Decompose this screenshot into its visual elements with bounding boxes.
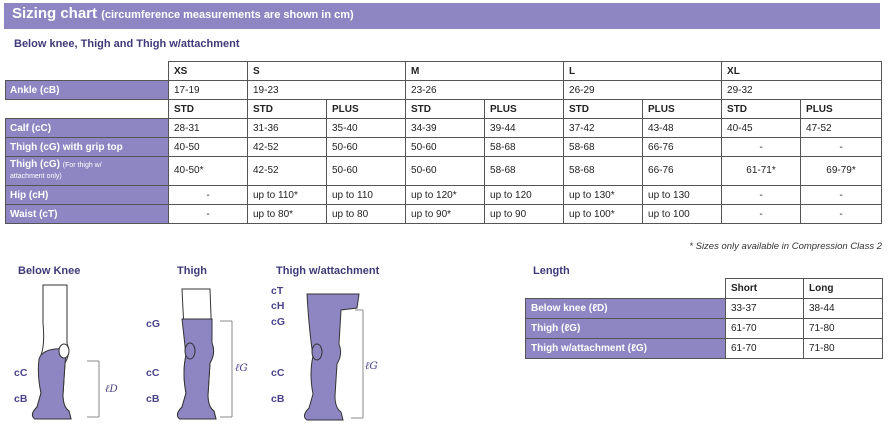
table-cell: 71-80 (804, 319, 883, 339)
row-label: Thigh w/attachment (ℓG) (526, 339, 726, 359)
table-cell: - (169, 205, 248, 224)
variant-header: STD (169, 100, 248, 119)
label-cb: cB (146, 393, 160, 405)
table-row (526, 319, 883, 339)
table-cell: 61-70 (726, 339, 804, 359)
label-cc: cC (146, 367, 160, 379)
table-cell: up to 120* (406, 186, 485, 205)
label-cg: cG (146, 318, 161, 330)
table-cell: - (801, 205, 882, 224)
section-title: Below knee, Thigh and Thigh w/attachment (14, 38, 240, 50)
table-cell: 69-79* (801, 157, 882, 186)
table-cell: 35-40 (327, 119, 406, 138)
table-cell: 66-76 (643, 157, 722, 186)
table-row (526, 339, 883, 359)
title-note: (circumference measurements are shown in cm) (101, 9, 354, 21)
label-cg: cG (271, 316, 286, 328)
row-label: Thigh (cG) with grip top (6, 138, 169, 157)
table-cell: 50-60 (327, 157, 406, 186)
variant-header: STD (248, 100, 327, 119)
table-row (526, 299, 883, 319)
variant-header: PLUS (801, 100, 882, 119)
table-cell: up to 80 (327, 205, 406, 224)
table-cell: 31-36 (248, 119, 327, 138)
table-cell: up to 130* (564, 186, 643, 205)
label-length-d: ℓD (105, 383, 118, 395)
table-cell: up to 100* (564, 205, 643, 224)
sizing-table (5, 61, 882, 224)
table-cell: 50-60 (406, 157, 485, 186)
below-knee-leg-icon (25, 283, 105, 423)
table-cell: 17-19 (169, 81, 248, 100)
corner-cell (526, 279, 726, 299)
variant-row (6, 100, 882, 119)
table-cell: - (801, 138, 882, 157)
length-header-row (526, 279, 883, 299)
label-ct: cT (271, 285, 284, 297)
table-row (6, 138, 882, 157)
thigh-attach-title: Thigh w/attachment (276, 265, 380, 277)
variant-header: STD (564, 100, 643, 119)
table-cell: up to 90 (485, 205, 564, 224)
table-cell: 66-76 (643, 138, 722, 157)
table-cell: 61-70 (726, 319, 804, 339)
footnote: * Sizes only available in Compression Class 2 (689, 241, 882, 252)
table-cell: 38-44 (804, 299, 883, 319)
table-cell: up to 100 (643, 205, 722, 224)
label-cb: cB (14, 393, 28, 405)
variant-header: PLUS (327, 100, 406, 119)
row-label-note: attachment only) (10, 173, 62, 180)
table-cell: 29-32 (722, 81, 882, 100)
corner-cell (6, 62, 169, 81)
table-cell: 34-39 (406, 119, 485, 138)
thigh-leg-icon (170, 283, 240, 423)
table-cell: up to 90* (406, 205, 485, 224)
table-cell: - (801, 186, 882, 205)
table-cell: 47-52 (801, 119, 882, 138)
thigh-attachment-leg-icon (295, 280, 375, 425)
thigh-title: Thigh (177, 265, 207, 277)
table-cell: 33-37 (726, 299, 804, 319)
table-cell: - (722, 205, 801, 224)
size-header: M (406, 62, 564, 81)
table-cell: 37-42 (564, 119, 643, 138)
table-cell: 61-71* (722, 157, 801, 186)
row-label: Waist (cT) (6, 205, 169, 224)
row-label (6, 157, 169, 186)
row-label: Thigh (ℓG) (526, 319, 726, 339)
table-row (6, 205, 882, 224)
table-cell: 50-60 (406, 138, 485, 157)
table-cell: 23-26 (406, 81, 564, 100)
row-label: Hip (cH) (6, 186, 169, 205)
table-cell: 43-48 (643, 119, 722, 138)
size-header: L (564, 62, 722, 81)
label-length-g: ℓG (365, 360, 378, 372)
table-row (6, 157, 882, 186)
variant-header: PLUS (485, 100, 564, 119)
table-cell: 42-52 (248, 157, 327, 186)
label-cc: cC (271, 367, 285, 379)
column-header: Long (804, 279, 883, 299)
table-cell: 58-68 (485, 138, 564, 157)
table-cell: 26-29 (564, 81, 722, 100)
table-cell: 28-31 (169, 119, 248, 138)
label-length-g: ℓG (235, 362, 248, 374)
table-cell: up to 120 (485, 186, 564, 205)
row-label: Calf (cC) (6, 119, 169, 138)
table-cell: 40-50 (169, 138, 248, 157)
table-cell: - (722, 186, 801, 205)
table-cell: 40-50* (169, 157, 248, 186)
below-knee-title: Below Knee (18, 265, 81, 277)
label-ch: cH (271, 300, 285, 312)
row-label: Below knee (ℓD) (526, 299, 726, 319)
table-cell: up to 130 (643, 186, 722, 205)
label-cc: cC (14, 367, 28, 379)
table-cell: 42-52 (248, 138, 327, 157)
label-cb: cB (271, 393, 285, 405)
table-cell: 40-45 (722, 119, 801, 138)
corner-cell (6, 100, 169, 119)
table-cell: - (722, 138, 801, 157)
table-cell: 19-23 (248, 81, 406, 100)
table-cell: up to 80* (248, 205, 327, 224)
ankle-row (6, 81, 882, 100)
row-label-text: Thigh (cG) (10, 159, 60, 170)
length-table (525, 278, 883, 359)
variant-header: STD (722, 100, 801, 119)
table-cell: 39-44 (485, 119, 564, 138)
table-row (6, 119, 882, 138)
page-title: Sizing chart (12, 5, 98, 22)
title-banner (4, 3, 880, 29)
size-header: XL (722, 62, 882, 81)
table-cell: 71-80 (804, 339, 883, 359)
sizes-row (6, 62, 882, 81)
table-cell: - (169, 186, 248, 205)
row-label-note: (For thigh w/ (62, 162, 102, 169)
title-text (12, 5, 354, 22)
table-cell: up to 110 (327, 186, 406, 205)
size-header: XS (169, 62, 248, 81)
table-row (6, 186, 882, 205)
variant-header: PLUS (643, 100, 722, 119)
column-header: Short (726, 279, 804, 299)
table-cell: 58-68 (485, 157, 564, 186)
length-title: Length (533, 265, 570, 277)
variant-header: STD (406, 100, 485, 119)
row-label: Ankle (cB) (6, 81, 169, 100)
table-cell: 50-60 (327, 138, 406, 157)
table-cell: 58-68 (564, 157, 643, 186)
size-header: S (248, 62, 406, 81)
table-cell: up to 110* (248, 186, 327, 205)
table-cell: 58-68 (564, 138, 643, 157)
